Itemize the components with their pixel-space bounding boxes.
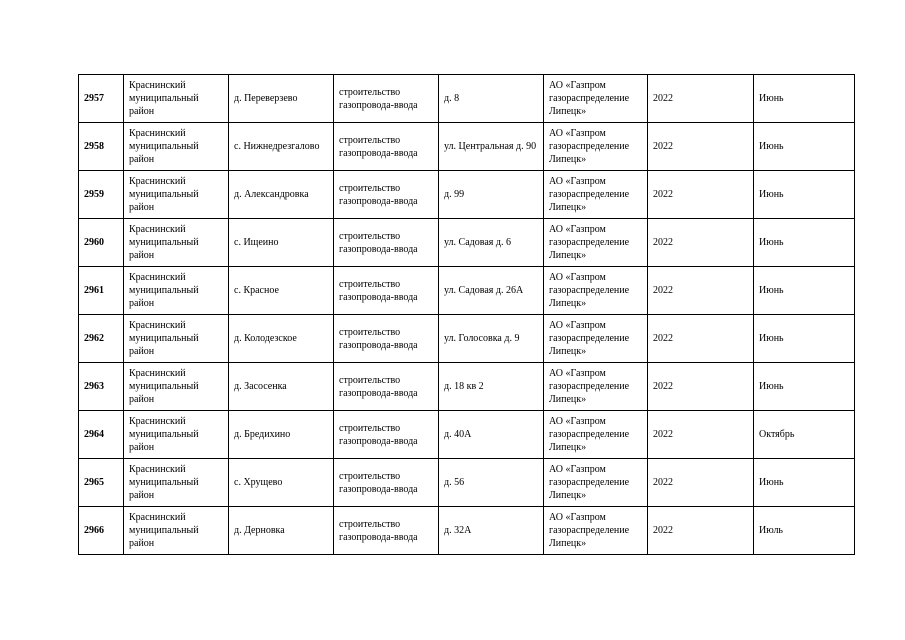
address-cell: ул. Центральная д. 90 bbox=[439, 123, 544, 171]
year-cell: 2022 bbox=[648, 459, 754, 507]
table-row bbox=[79, 219, 855, 267]
address-cell: ул. Садовая д. 6 bbox=[439, 219, 544, 267]
year-cell: 2022 bbox=[648, 75, 754, 123]
month-cell: Июнь bbox=[754, 75, 855, 123]
district-cell: Краснинский муниципальный район bbox=[124, 363, 229, 411]
settlement-cell: с. Нижнедрезгалово bbox=[229, 123, 334, 171]
address-cell: ул. Садовая д. 26А bbox=[439, 267, 544, 315]
year-cell: 2022 bbox=[648, 267, 754, 315]
address-cell: д. 32А bbox=[439, 507, 544, 555]
work-type-cell: строительство газопровода-ввода bbox=[334, 123, 439, 171]
organization-cell: АО «Газпром газораспределение Липецк» bbox=[544, 507, 648, 555]
settlement-cell: д. Бредихино bbox=[229, 411, 334, 459]
row-number: 2961 bbox=[79, 267, 124, 315]
table-row bbox=[79, 123, 855, 171]
month-cell: Июнь bbox=[754, 219, 855, 267]
settlement-cell: с. Красное bbox=[229, 267, 334, 315]
organization-cell: АО «Газпром газораспределение Липецк» bbox=[544, 171, 648, 219]
table-row bbox=[79, 171, 855, 219]
row-number: 2958 bbox=[79, 123, 124, 171]
table-row bbox=[79, 363, 855, 411]
year-cell: 2022 bbox=[648, 363, 754, 411]
district-cell: Краснинский муниципальный район bbox=[124, 171, 229, 219]
organization-cell: АО «Газпром газораспределение Липецк» bbox=[544, 363, 648, 411]
address-cell: д. 99 bbox=[439, 171, 544, 219]
settlement-cell: д. Колодезское bbox=[229, 315, 334, 363]
district-cell: Краснинский муниципальный район bbox=[124, 459, 229, 507]
year-cell: 2022 bbox=[648, 507, 754, 555]
table-row bbox=[79, 75, 855, 123]
month-cell: Июнь bbox=[754, 267, 855, 315]
address-cell: ул. Голосовка д. 9 bbox=[439, 315, 544, 363]
organization-cell: АО «Газпром газораспределение Липецк» bbox=[544, 315, 648, 363]
address-cell: д. 18 кв 2 bbox=[439, 363, 544, 411]
table-row bbox=[79, 507, 855, 555]
district-cell: Краснинский муниципальный район bbox=[124, 219, 229, 267]
settlement-cell: д. Александровка bbox=[229, 171, 334, 219]
table-row bbox=[79, 459, 855, 507]
settlement-cell: с. Ищеино bbox=[229, 219, 334, 267]
organization-cell: АО «Газпром газораспределение Липецк» bbox=[544, 411, 648, 459]
row-number: 2960 bbox=[79, 219, 124, 267]
address-cell: д. 40А bbox=[439, 411, 544, 459]
row-number: 2962 bbox=[79, 315, 124, 363]
organization-cell: АО «Газпром газораспределение Липецк» bbox=[544, 219, 648, 267]
row-number: 2957 bbox=[79, 75, 124, 123]
year-cell: 2022 bbox=[648, 315, 754, 363]
settlement-cell: д. Дерновка bbox=[229, 507, 334, 555]
district-cell: Краснинский муниципальный район bbox=[124, 507, 229, 555]
district-cell: Краснинский муниципальный район bbox=[124, 315, 229, 363]
district-cell: Краснинский муниципальный район bbox=[124, 267, 229, 315]
month-cell: Октябрь bbox=[754, 411, 855, 459]
work-type-cell: строительство газопровода-ввода bbox=[334, 507, 439, 555]
organization-cell: АО «Газпром газораспределение Липецк» bbox=[544, 123, 648, 171]
month-cell: Июнь bbox=[754, 171, 855, 219]
table-row bbox=[79, 315, 855, 363]
month-cell: Июнь bbox=[754, 459, 855, 507]
row-number: 2964 bbox=[79, 411, 124, 459]
work-type-cell: строительство газопровода-ввода bbox=[334, 219, 439, 267]
year-cell: 2022 bbox=[648, 411, 754, 459]
settlement-cell: д. Засосенка bbox=[229, 363, 334, 411]
row-number: 2965 bbox=[79, 459, 124, 507]
work-type-cell: строительство газопровода-ввода bbox=[334, 75, 439, 123]
district-cell: Краснинский муниципальный район bbox=[124, 75, 229, 123]
month-cell: Июнь bbox=[754, 315, 855, 363]
year-cell: 2022 bbox=[648, 123, 754, 171]
year-cell: 2022 bbox=[648, 171, 754, 219]
work-type-cell: строительство газопровода-ввода bbox=[334, 459, 439, 507]
table-row bbox=[79, 267, 855, 315]
table-body bbox=[79, 75, 855, 555]
gasification-table bbox=[78, 74, 855, 555]
year-cell: 2022 bbox=[648, 219, 754, 267]
row-number: 2963 bbox=[79, 363, 124, 411]
month-cell: Июль bbox=[754, 507, 855, 555]
month-cell: Июнь bbox=[754, 363, 855, 411]
work-type-cell: строительство газопровода-ввода bbox=[334, 171, 439, 219]
row-number: 2966 bbox=[79, 507, 124, 555]
organization-cell: АО «Газпром газораспределение Липецк» bbox=[544, 267, 648, 315]
district-cell: Краснинский муниципальный район bbox=[124, 411, 229, 459]
work-type-cell: строительство газопровода-ввода bbox=[334, 315, 439, 363]
settlement-cell: д. Переверзево bbox=[229, 75, 334, 123]
organization-cell: АО «Газпром газораспределение Липецк» bbox=[544, 75, 648, 123]
table-row bbox=[79, 411, 855, 459]
work-type-cell: строительство газопровода-ввода bbox=[334, 411, 439, 459]
month-cell: Июнь bbox=[754, 123, 855, 171]
district-cell: Краснинский муниципальный район bbox=[124, 123, 229, 171]
row-number: 2959 bbox=[79, 171, 124, 219]
work-type-cell: строительство газопровода-ввода bbox=[334, 363, 439, 411]
settlement-cell: с. Хрущево bbox=[229, 459, 334, 507]
address-cell: д. 56 bbox=[439, 459, 544, 507]
work-type-cell: строительство газопровода-ввода bbox=[334, 267, 439, 315]
organization-cell: АО «Газпром газораспределение Липецк» bbox=[544, 459, 648, 507]
address-cell: д. 8 bbox=[439, 75, 544, 123]
